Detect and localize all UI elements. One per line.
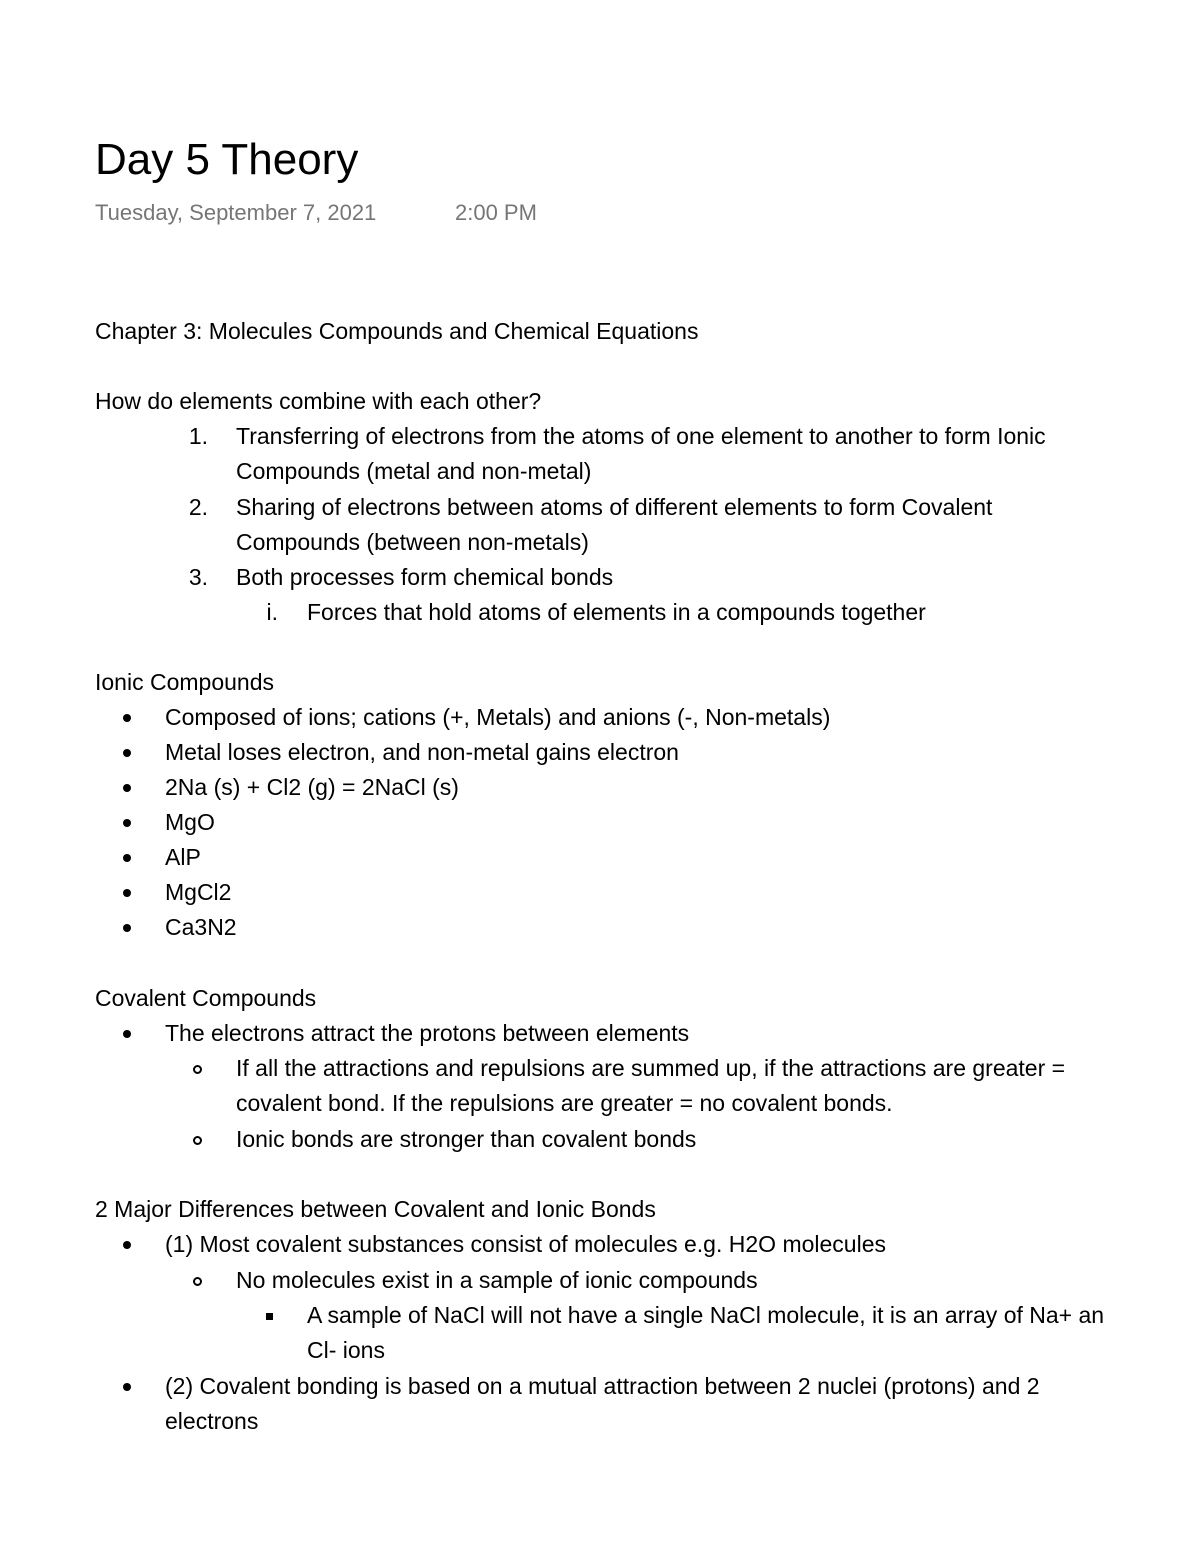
ionic-item: AlP <box>165 844 201 870</box>
sub-list-item: Forces that hold atoms of elements in a compounds together <box>307 599 926 625</box>
covalent-heading: Covalent Compounds <box>95 985 317 1011</box>
covalent-item: The electrons attract the protons between elements <box>165 1020 690 1046</box>
sub-list-marker: i. <box>266 599 278 625</box>
differences-heading: 2 Major Differences between Covalent and Ionic Bonds <box>95 1196 656 1222</box>
bullet-icon <box>123 1030 131 1038</box>
differences-item: (1) Most covalent substances consist of molecules e.g. H2O molecules <box>165 1231 886 1257</box>
ionic-item: Metal loses electron, and non-metal gains electron <box>165 739 679 765</box>
list-item-line: Both processes form chemical bonds <box>236 564 614 590</box>
bullet-square-icon <box>266 1313 273 1320</box>
list-item-line: Compounds (metal and non-metal) <box>236 458 592 484</box>
bullet-icon <box>123 1241 131 1249</box>
list-marker: 3. <box>188 564 208 590</box>
differences-item-line: electrons <box>165 1408 259 1434</box>
differences-sub-sub-item-line: A sample of NaCl will not have a single NaCl molecule, it is an array of Na+ an <box>307 1302 1105 1328</box>
chapter-heading: Chapter 3: Molecules Compounds and Chemical Equations <box>95 318 699 344</box>
combine-question: How do elements combine with each other? <box>95 388 542 414</box>
bullet-ring-icon <box>193 1065 202 1074</box>
list-marker: 2. <box>188 494 208 520</box>
bullet-icon <box>123 714 131 722</box>
differences-item-line: (2) Covalent bonding is based on a mutual attraction between 2 nuclei (protons) and 2 <box>165 1373 1040 1399</box>
note-date: Tuesday, September 7, 2021 <box>95 200 377 225</box>
list-item-line: Transferring of electrons from the atoms of one element to another to form Ionic <box>236 423 1046 449</box>
bullet-icon <box>123 924 131 932</box>
bullet-icon <box>123 749 131 757</box>
ionic-item: Composed of ions; cations (+, Metals) and anions (-, Non-metals) <box>165 704 831 730</box>
differences-sub-item: No molecules exist in a sample of ionic compounds <box>236 1267 758 1293</box>
bullet-icon <box>123 854 131 862</box>
bullet-ring-icon <box>193 1136 202 1145</box>
list-item-line: Compounds (between non-metals) <box>236 529 589 555</box>
bullet-icon <box>123 784 131 792</box>
covalent-sub-item-line: If all the attractions and repulsions are summed up, if the attractions are greater = <box>236 1055 1066 1081</box>
bullet-ring-icon <box>193 1277 202 1286</box>
bullet-icon <box>123 819 131 827</box>
bullet-icon <box>123 1383 131 1391</box>
list-marker: 1. <box>188 423 208 449</box>
ionic-item: MgCl2 <box>165 879 232 905</box>
differences-sub-sub-item-line: Cl- ions <box>307 1337 385 1363</box>
covalent-sub-item-line: covalent bond. If the repulsions are greater = no covalent bonds. <box>236 1090 893 1116</box>
ionic-heading: Ionic Compounds <box>95 669 274 695</box>
covalent-sub-item-line: Ionic bonds are stronger than covalent bonds <box>236 1126 697 1152</box>
bullet-icon <box>123 889 131 897</box>
list-item-line: Sharing of electrons between atoms of different elements to form Covalent <box>236 494 993 520</box>
page-title: Day 5 Theory <box>95 135 359 184</box>
ionic-item: MgO <box>165 809 215 835</box>
ionic-item: Ca3N2 <box>165 914 237 940</box>
note-time: 2:00 PM <box>455 200 537 225</box>
ionic-item: 2Na (s) + Cl2 (g) = 2NaCl (s) <box>165 774 459 800</box>
